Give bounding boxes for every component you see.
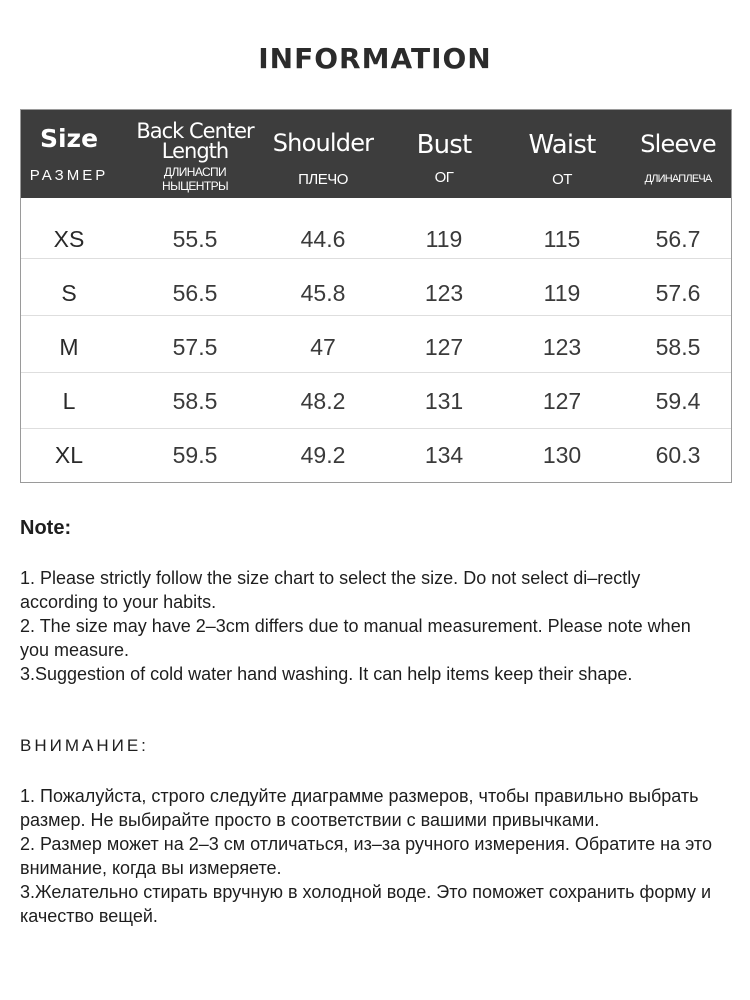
sleeve-cell: 59.4 xyxy=(655,388,701,414)
header-size xyxy=(21,110,117,198)
size-cell: M xyxy=(59,334,79,360)
note-ru-item: 1. Пожалуйста, строго следуйте диаграмме размеров, чтобы правильно выбрать размер. Не выбирайте просто в соответствии с вашими привычками. xyxy=(20,786,699,830)
note-ru-item: 2. Размер может на 2–3 см отличаться, из–за ручного измерения. Обратите на это внимание, когда вы измеряете. xyxy=(20,834,712,878)
sleeve-cell: 56.7 xyxy=(655,226,701,252)
back-center-length-cell: 55.5 xyxy=(172,226,218,252)
header-bust xyxy=(390,110,498,198)
note-ru-item: 3.Желательно стирать вручную в холодной воде. Это поможет сохранить форму и качество вещей. xyxy=(20,882,712,926)
header-back-center-length-ru-line2: НЫЦЕНТРЫ xyxy=(162,179,228,193)
back-center-length-cell: 59.5 xyxy=(172,442,218,468)
waist-cell: 123 xyxy=(542,334,582,360)
header-bust-ru: ОГ xyxy=(434,169,454,186)
waist-cell: 115 xyxy=(543,226,581,252)
page-title: INFORMATION xyxy=(258,42,492,75)
header-sleeve-en: Sleeve xyxy=(640,130,716,158)
size-chart-table xyxy=(20,109,732,483)
header-shoulder-en: Shoulder xyxy=(272,129,374,157)
header-size-ru: РАЗМЕР xyxy=(29,167,109,184)
shoulder-cell: 45.8 xyxy=(300,280,346,306)
bust-cell: 131 xyxy=(424,388,464,414)
note-item: 2. The size may have 2–3cm differs due to manual measurement. Please note when you measure. xyxy=(20,616,691,660)
table-row xyxy=(21,320,731,374)
header-back-center-length-en-line2: Length xyxy=(161,139,229,163)
row-divider xyxy=(21,315,731,316)
sleeve-cell: 57.6 xyxy=(655,280,701,306)
note-ru-heading: ВНИМАНИЕ: xyxy=(20,736,149,755)
note-heading: Note: xyxy=(20,517,72,539)
header-waist-en: Waist xyxy=(528,130,596,160)
back-center-length-cell: 58.5 xyxy=(172,388,218,414)
sleeve-cell: 60.3 xyxy=(655,442,701,468)
shoulder-cell: 49.2 xyxy=(300,442,346,468)
header-back-center-length-ru-line1: ДЛИНАСПИ xyxy=(163,165,227,179)
table-row xyxy=(21,428,731,482)
size-cell: XL xyxy=(54,442,84,468)
shoulder-cell: 47 xyxy=(310,334,336,360)
shoulder-cell: 48.2 xyxy=(300,388,346,414)
waist-cell: 127 xyxy=(542,388,582,414)
header-sleeve-ru: ДЛИНАПЛЕЧА xyxy=(644,173,712,185)
back-center-length-cell: 56.5 xyxy=(172,280,218,306)
header-waist xyxy=(508,110,616,198)
back-center-length-cell: 57.5 xyxy=(172,334,218,360)
row-divider xyxy=(21,372,731,373)
size-cell: XS xyxy=(53,226,85,252)
header-sleeve xyxy=(628,110,728,198)
row-divider xyxy=(21,258,731,259)
note-item: 3.Suggestion of cold water hand washing. It can help items keep their shape. xyxy=(20,664,633,684)
header-shoulder xyxy=(264,110,382,198)
table-row xyxy=(21,374,731,428)
bust-cell: 119 xyxy=(425,226,463,252)
note-ru-list xyxy=(20,784,730,928)
header-back-center-length xyxy=(135,110,255,198)
header-back-center-length-en-line1: Back Center xyxy=(136,119,254,143)
sleeve-cell: 58.5 xyxy=(655,334,701,360)
header-size-en: Size xyxy=(39,124,99,153)
bust-cell: 127 xyxy=(424,334,464,360)
bust-cell: 134 xyxy=(424,442,464,468)
shoulder-cell: 44.6 xyxy=(300,226,346,252)
waist-cell: 119 xyxy=(543,280,581,306)
table-row xyxy=(21,266,731,320)
note-item: 1. Please strictly follow the size chart to select the size. Do not select di–rectly according to your habits. xyxy=(20,568,641,612)
note-list xyxy=(20,566,720,686)
size-cell: S xyxy=(61,280,77,306)
table-header xyxy=(21,110,731,198)
waist-cell: 130 xyxy=(542,442,582,468)
bust-cell: 123 xyxy=(424,280,464,306)
header-waist-ru: ОТ xyxy=(552,171,572,188)
header-shoulder-ru: ПЛЕЧО xyxy=(298,171,348,188)
header-bust-en: Bust xyxy=(416,130,472,160)
size-cell: L xyxy=(62,388,76,414)
